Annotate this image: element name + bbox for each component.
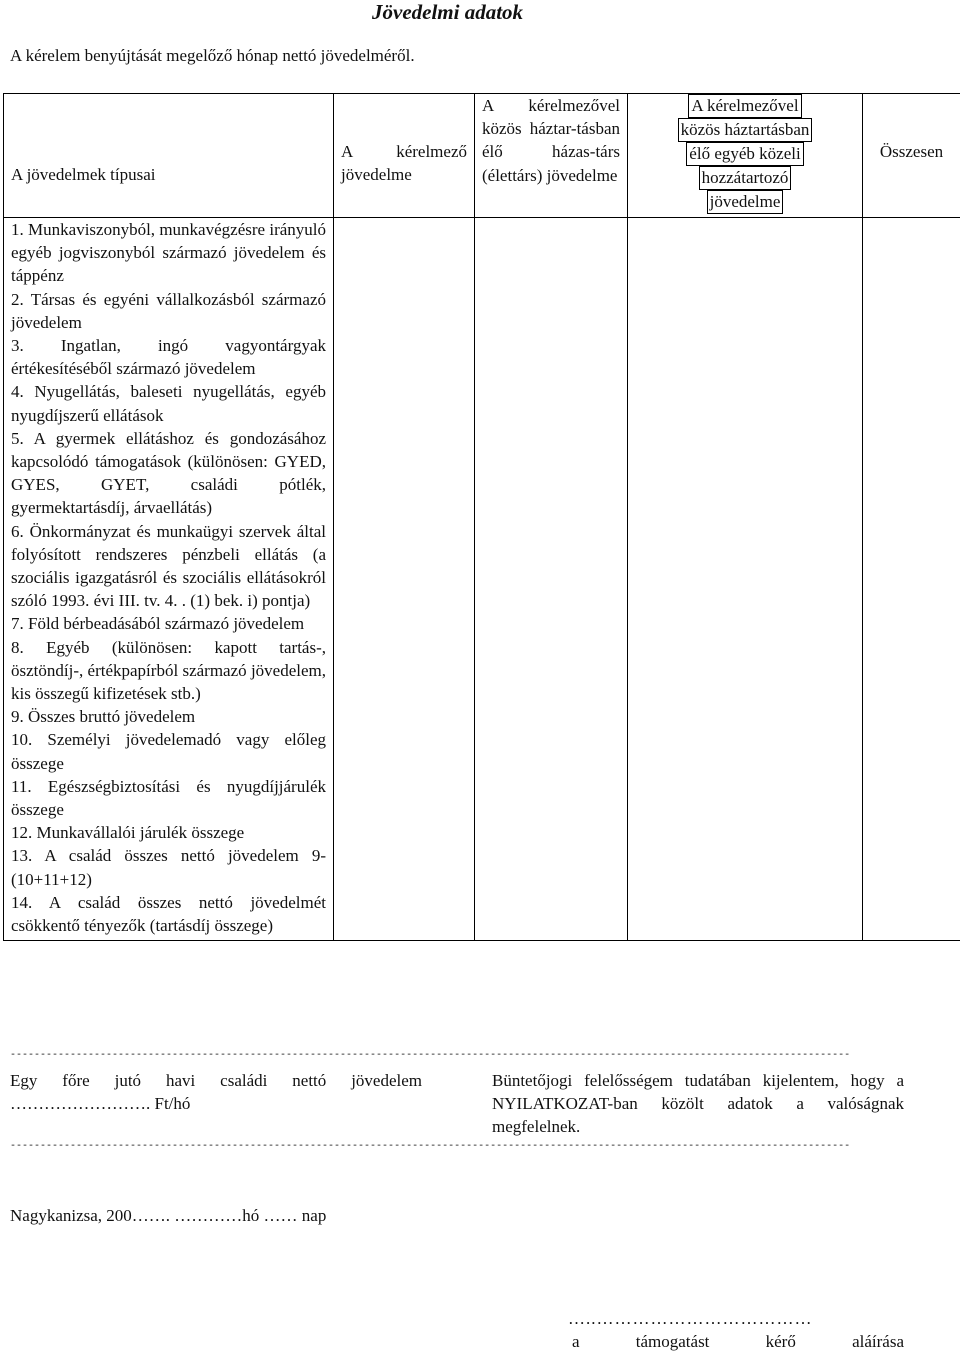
income-table (3, 93, 960, 941)
applicant-income-cell[interactable] (334, 218, 475, 941)
income-type-item: 11. Egészségbiztosítási és nyugdíjjárulék összege (11, 776, 326, 820)
header-relative-line: közös háztartásban (678, 118, 813, 142)
header-relative-income (628, 94, 863, 218)
table-body-row (4, 218, 960, 941)
header-relative-line: élő egyéb közeli (686, 142, 803, 166)
header-relative-line: A kérelmezővel (688, 94, 801, 118)
per-capita-income: Egy főre jutó havi családi nettó jövedelem ……………………. Ft/hó (10, 1071, 422, 1113)
signature-label-word: a (572, 1332, 580, 1351)
income-type-item: 8. Egyéb (különösen: kapott tartás-, ösztöndíj-, értékpapírból származó jövedelem, kis összegű kifizetések stb.) (11, 637, 326, 704)
income-type-item: 3. Ingatlan, ingó vagyontárgyak értékesítéséből származó jövedelem (11, 336, 326, 379)
income-type-item: 13. A család összes nettó jövedelem 9-(10+11+12) (11, 846, 326, 889)
signature-label (572, 1332, 904, 1352)
income-type-item: 10. Személyi jövedelemadó vagy előleg összege (11, 730, 326, 773)
header-income-types: A jövedelmek típusai (4, 94, 334, 218)
total-cell[interactable] (863, 218, 960, 941)
relative-income-cell[interactable] (628, 218, 863, 941)
income-type-item: 7. Föld bérbeadásából származó jövedelem (11, 614, 305, 634)
place-date: Nagykanizsa, 200……. …………hó …… nap (10, 1206, 327, 1225)
spouse-income-cell[interactable] (475, 218, 628, 941)
income-type-item: 5. A gyermek ellátáshoz és gondozásához kapcsolódó támogatások (különösen: GYED, GYES, GYET, családi pótlék, gyermektartásdíj, árvaellátás) (11, 428, 326, 518)
signature-label-word: támogatást (635, 1332, 710, 1351)
declaration-text: Büntetőjogi felelősségem tudatában kijelentem, hogy a NYILATKOZAT-ban közölt adatok a valóságnak megfelelnek. (492, 1071, 904, 1136)
signature-label-word: kérő (765, 1332, 796, 1351)
table-header-row (4, 94, 960, 218)
intro-text: A kérelem benyújtását megelőző hónap nettó jövedelméről. (10, 46, 415, 65)
header-relative-line: hozzátartozó (699, 166, 792, 190)
page-title: Jövedelmi adatok (372, 0, 524, 24)
signature-line: …..……………………………… (568, 1309, 813, 1328)
income-type-item: 6. Önkormányzat és munkaügyi szervek által folyósított rendszeres pénzbeli ellátás (a szociális igazgatásról és szociális ellátásokról szóló 1993. évi III. tv. 4. . (1) bek. i) pontja) (11, 521, 326, 611)
income-type-item: 1. Munkaviszonyból, munkavégzésre irányuló egyéb jogviszonyból származó jövedelem és táppénz (11, 220, 326, 286)
income-type-item: 2. Társas és egyéni vállalkozásból származó jövedelem (11, 289, 326, 332)
income-type-cell (4, 218, 334, 941)
header-spouse-income: A kérelmezővel közös háztar-tásban élő házas-társ (élettárs) jövedelme (475, 94, 628, 218)
signature-label-word: aláírása (852, 1332, 904, 1351)
income-type-item: 9. Összes bruttó jövedelem (11, 707, 196, 727)
income-type-item: 14. A család összes nettó jövedelmét csökkentő tényezők (tartásdíj összege) (11, 892, 326, 936)
header-applicant-income: A kérelmező jövedelme (334, 94, 475, 218)
separator-line: -------------------------------------------------------------------------------------------------------------------------------------------- (10, 1050, 851, 1061)
header-relative-line: jövedelme (707, 190, 784, 214)
header-total: Összesen (863, 94, 960, 218)
separator-line: -------------------------------------------------------------------------------------------------------------------------------------------- (10, 1141, 851, 1152)
income-type-item: 12. Munkavállalói járulék összege (11, 823, 245, 843)
income-type-item: 4. Nyugellátás, baleseti nyugellátás, egyéb nyugdíjszerű ellátások (11, 382, 326, 425)
